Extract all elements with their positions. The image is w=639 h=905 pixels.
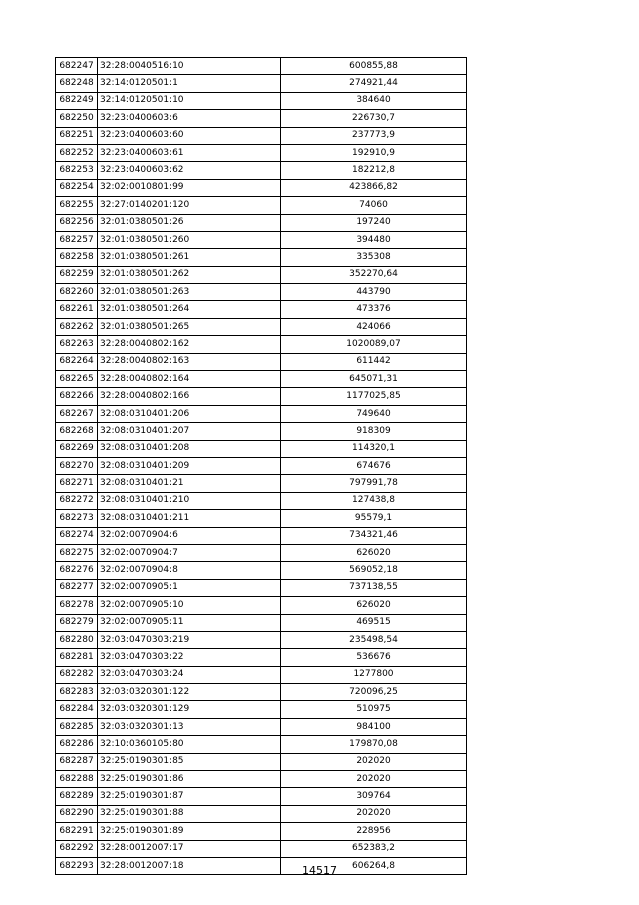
row-id-cell: 682263 xyxy=(56,336,98,353)
table-row xyxy=(56,631,467,648)
table-row xyxy=(56,805,467,822)
cadastral-number-cell: 32:01:0380501:261 xyxy=(98,249,281,266)
table-row xyxy=(56,405,467,422)
value-cell: 309764 xyxy=(281,788,467,805)
table-row xyxy=(56,231,467,248)
value-cell: 192910,9 xyxy=(281,144,467,161)
cadastral-number-cell: 32:02:0070904:7 xyxy=(98,544,281,561)
row-id-cell: 682266 xyxy=(56,388,98,405)
cadastral-number-cell: 32:23:0400603:61 xyxy=(98,144,281,161)
table-row xyxy=(56,284,467,301)
table-row xyxy=(56,771,467,788)
table-row xyxy=(56,614,467,631)
table-row xyxy=(56,75,467,92)
cadastral-number-cell: 32:08:0310401:207 xyxy=(98,423,281,440)
cadastral-number-cell: 32:08:0310401:211 xyxy=(98,510,281,527)
table-row xyxy=(56,127,467,144)
cadastral-number-cell: 32:08:0310401:208 xyxy=(98,440,281,457)
table-row xyxy=(56,144,467,161)
table-row xyxy=(56,423,467,440)
table-row xyxy=(56,214,467,231)
table-row xyxy=(56,510,467,527)
cadastral-number-cell: 32:23:0400603:6 xyxy=(98,110,281,127)
value-cell: 202020 xyxy=(281,753,467,770)
table-row xyxy=(56,110,467,127)
value-cell: 749640 xyxy=(281,405,467,422)
value-cell: 202020 xyxy=(281,771,467,788)
row-id-cell: 682274 xyxy=(56,527,98,544)
row-id-cell: 682262 xyxy=(56,318,98,335)
table-row xyxy=(56,92,467,109)
value-cell: 226730,7 xyxy=(281,110,467,127)
value-cell: 645071,31 xyxy=(281,371,467,388)
cadastral-number-cell: 32:28:0040802:163 xyxy=(98,353,281,370)
value-cell: 984100 xyxy=(281,718,467,735)
value-cell: 394480 xyxy=(281,231,467,248)
value-cell: 114320,1 xyxy=(281,440,467,457)
row-id-cell: 682283 xyxy=(56,684,98,701)
value-cell: 606264,8 xyxy=(281,857,467,874)
cadastral-number-cell: 32:03:0320301:129 xyxy=(98,701,281,718)
row-id-cell: 682280 xyxy=(56,631,98,648)
value-cell: 423866,82 xyxy=(281,179,467,196)
table-row xyxy=(56,353,467,370)
row-id-cell: 682265 xyxy=(56,371,98,388)
cadastral-number-cell: 32:28:0040516:10 xyxy=(98,58,281,75)
table-row xyxy=(56,562,467,579)
table-row xyxy=(56,475,467,492)
cadastral-number-cell: 32:03:0470303:219 xyxy=(98,631,281,648)
cadastral-number-cell: 32:25:0190301:89 xyxy=(98,823,281,840)
cadastral-number-cell: 32:03:0320301:13 xyxy=(98,718,281,735)
cadastral-number-cell: 32:08:0310401:21 xyxy=(98,475,281,492)
table-row xyxy=(56,684,467,701)
row-id-cell: 682270 xyxy=(56,457,98,474)
value-cell: 384640 xyxy=(281,92,467,109)
cadastral-number-cell: 32:01:0380501:264 xyxy=(98,301,281,318)
cadastral-number-cell: 32:08:0310401:210 xyxy=(98,492,281,509)
row-id-cell: 682285 xyxy=(56,718,98,735)
cadastral-number-cell: 32:03:0320301:122 xyxy=(98,684,281,701)
cadastral-number-cell: 32:25:0190301:85 xyxy=(98,753,281,770)
data-table xyxy=(55,57,467,875)
row-id-cell: 682256 xyxy=(56,214,98,231)
cadastral-number-cell: 32:02:0010801:99 xyxy=(98,179,281,196)
row-id-cell: 682252 xyxy=(56,144,98,161)
value-cell: 469515 xyxy=(281,614,467,631)
value-cell: 536676 xyxy=(281,649,467,666)
value-cell: 734321,46 xyxy=(281,527,467,544)
value-cell: 197240 xyxy=(281,214,467,231)
cadastral-number-cell: 32:28:0040802:162 xyxy=(98,336,281,353)
table-body xyxy=(56,58,467,875)
table-row xyxy=(56,371,467,388)
cadastral-number-cell: 32:28:0012007:17 xyxy=(98,840,281,857)
row-id-cell: 682255 xyxy=(56,197,98,214)
row-id-cell: 682259 xyxy=(56,266,98,283)
row-id-cell: 682276 xyxy=(56,562,98,579)
row-id-cell: 682293 xyxy=(56,857,98,874)
table-row xyxy=(56,492,467,509)
cadastral-number-cell: 32:01:0380501:26 xyxy=(98,214,281,231)
value-cell: 569052,18 xyxy=(281,562,467,579)
cadastral-number-cell: 32:03:0470303:22 xyxy=(98,649,281,666)
row-id-cell: 682258 xyxy=(56,249,98,266)
row-id-cell: 682273 xyxy=(56,510,98,527)
table-row xyxy=(56,823,467,840)
cadastral-number-cell: 32:01:0380501:265 xyxy=(98,318,281,335)
cadastral-number-cell: 32:23:0400603:60 xyxy=(98,127,281,144)
cadastral-number-cell: 32:25:0190301:86 xyxy=(98,771,281,788)
cadastral-number-cell: 32:10:0360105:80 xyxy=(98,736,281,753)
table-row xyxy=(56,701,467,718)
value-cell: 737138,55 xyxy=(281,579,467,596)
cadastral-number-cell: 32:02:0070905:10 xyxy=(98,597,281,614)
table-row xyxy=(56,544,467,561)
row-id-cell: 682260 xyxy=(56,284,98,301)
value-cell: 797991,78 xyxy=(281,475,467,492)
table-row xyxy=(56,736,467,753)
value-cell: 235498,54 xyxy=(281,631,467,648)
table-row xyxy=(56,197,467,214)
value-cell: 626020 xyxy=(281,544,467,561)
row-id-cell: 682271 xyxy=(56,475,98,492)
row-id-cell: 682251 xyxy=(56,127,98,144)
value-cell: 510975 xyxy=(281,701,467,718)
row-id-cell: 682288 xyxy=(56,771,98,788)
cadastral-number-cell: 32:28:0040802:166 xyxy=(98,388,281,405)
row-id-cell: 682290 xyxy=(56,805,98,822)
row-id-cell: 682279 xyxy=(56,614,98,631)
value-cell: 1177025,85 xyxy=(281,388,467,405)
table-row xyxy=(56,579,467,596)
table-row xyxy=(56,336,467,353)
row-id-cell: 682275 xyxy=(56,544,98,561)
row-id-cell: 682287 xyxy=(56,753,98,770)
table-row xyxy=(56,179,467,196)
value-cell: 127438,8 xyxy=(281,492,467,509)
cadastral-number-cell: 32:25:0190301:87 xyxy=(98,788,281,805)
row-id-cell: 682281 xyxy=(56,649,98,666)
value-cell: 335308 xyxy=(281,249,467,266)
value-cell: 674676 xyxy=(281,457,467,474)
cadastral-number-cell: 32:02:0070904:6 xyxy=(98,527,281,544)
value-cell: 95579,1 xyxy=(281,510,467,527)
cadastral-number-cell: 32:03:0470303:24 xyxy=(98,666,281,683)
value-cell: 202020 xyxy=(281,805,467,822)
table-row xyxy=(56,753,467,770)
cadastral-number-cell: 32:02:0070905:11 xyxy=(98,614,281,631)
value-cell: 352270,64 xyxy=(281,266,467,283)
value-cell: 228956 xyxy=(281,823,467,840)
value-cell: 424066 xyxy=(281,318,467,335)
cadastral-number-cell: 32:23:0400603:62 xyxy=(98,162,281,179)
table-row xyxy=(56,318,467,335)
row-id-cell: 682278 xyxy=(56,597,98,614)
value-cell: 611442 xyxy=(281,353,467,370)
row-id-cell: 682250 xyxy=(56,110,98,127)
cadastral-number-cell: 32:14:0120501:1 xyxy=(98,75,281,92)
cadastral-number-cell: 32:08:0310401:209 xyxy=(98,457,281,474)
table-row xyxy=(56,301,467,318)
cadastral-number-cell: 32:01:0380501:263 xyxy=(98,284,281,301)
row-id-cell: 682247 xyxy=(56,58,98,75)
row-id-cell: 682292 xyxy=(56,840,98,857)
cadastral-number-cell: 32:28:0012007:18 xyxy=(98,857,281,874)
table-row xyxy=(56,249,467,266)
row-id-cell: 682269 xyxy=(56,440,98,457)
row-id-cell: 682248 xyxy=(56,75,98,92)
cadastral-number-cell: 32:27:0140201:120 xyxy=(98,197,281,214)
row-id-cell: 682272 xyxy=(56,492,98,509)
row-id-cell: 682268 xyxy=(56,423,98,440)
row-id-cell: 682249 xyxy=(56,92,98,109)
row-id-cell: 682291 xyxy=(56,823,98,840)
row-id-cell: 682267 xyxy=(56,405,98,422)
row-id-cell: 682261 xyxy=(56,301,98,318)
value-cell: 443790 xyxy=(281,284,467,301)
value-cell: 182212,8 xyxy=(281,162,467,179)
cadastral-number-cell: 32:25:0190301:88 xyxy=(98,805,281,822)
cadastral-number-cell: 32:08:0310401:206 xyxy=(98,405,281,422)
table-row xyxy=(56,718,467,735)
value-cell: 652383,2 xyxy=(281,840,467,857)
table-row xyxy=(56,266,467,283)
row-id-cell: 682257 xyxy=(56,231,98,248)
table-row xyxy=(56,788,467,805)
cadastral-number-cell: 32:01:0380501:260 xyxy=(98,231,281,248)
value-cell: 918309 xyxy=(281,423,467,440)
value-cell: 720096,25 xyxy=(281,684,467,701)
table-row xyxy=(56,58,467,75)
table-row xyxy=(56,162,467,179)
page-number: 14517 xyxy=(302,864,337,877)
row-id-cell: 682282 xyxy=(56,666,98,683)
cadastral-number-cell: 32:28:0040802:164 xyxy=(98,371,281,388)
table-row xyxy=(56,597,467,614)
table-row xyxy=(56,666,467,683)
value-cell: 74060 xyxy=(281,197,467,214)
cadastral-number-cell: 32:14:0120501:10 xyxy=(98,92,281,109)
table-row xyxy=(56,457,467,474)
value-cell: 600855,88 xyxy=(281,58,467,75)
row-id-cell: 682277 xyxy=(56,579,98,596)
table-row xyxy=(56,527,467,544)
row-id-cell: 682264 xyxy=(56,353,98,370)
row-id-cell: 682284 xyxy=(56,701,98,718)
row-id-cell: 682253 xyxy=(56,162,98,179)
cadastral-number-cell: 32:02:0070905:1 xyxy=(98,579,281,596)
value-cell: 473376 xyxy=(281,301,467,318)
value-cell: 626020 xyxy=(281,597,467,614)
value-cell: 1277800 xyxy=(281,666,467,683)
value-cell: 274921,44 xyxy=(281,75,467,92)
row-id-cell: 682286 xyxy=(56,736,98,753)
value-cell: 237773,9 xyxy=(281,127,467,144)
table-row xyxy=(56,840,467,857)
row-id-cell: 682254 xyxy=(56,179,98,196)
value-cell: 179870,08 xyxy=(281,736,467,753)
cadastral-number-cell: 32:01:0380501:262 xyxy=(98,266,281,283)
table-row xyxy=(56,649,467,666)
cadastral-number-cell: 32:02:0070904:8 xyxy=(98,562,281,579)
table-row xyxy=(56,388,467,405)
table-row xyxy=(56,440,467,457)
value-cell: 1020089,07 xyxy=(281,336,467,353)
row-id-cell: 682289 xyxy=(56,788,98,805)
